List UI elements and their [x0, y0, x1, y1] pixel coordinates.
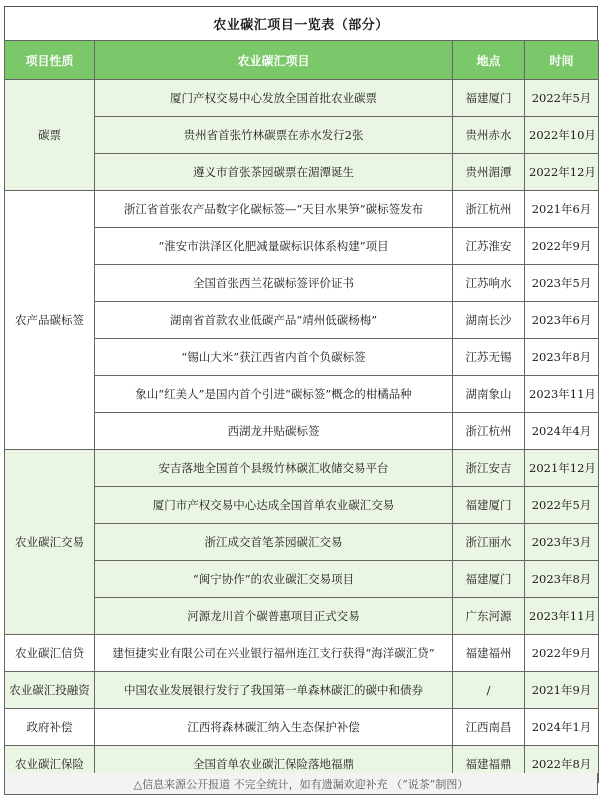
place-cell: 福建厦门	[453, 80, 525, 117]
project-cell: 建恒捷实业有限公司在兴业银行福州连江支行获得“海洋碳汇贷”	[95, 635, 453, 672]
place-cell: 浙江杭州	[453, 413, 525, 450]
place-cell: 浙江安吉	[453, 450, 525, 487]
table-row	[5, 228, 599, 265]
source-note: △信息来源公开报道 不完全统计，如有遗漏欢迎补充 （“说茶”制图）	[4, 773, 598, 795]
table-row	[5, 598, 599, 635]
table-row	[5, 487, 599, 524]
project-cell: 浙江省首张农产品数字化碳标签—“天目水果笋”碳标签发布	[95, 191, 453, 228]
time-cell: 2022年5月	[525, 487, 599, 524]
project-cell: 遵义市首张茶园碳票在湄潭诞生	[95, 154, 453, 191]
table-title: 农业碳汇项目一览表（部分）	[4, 6, 598, 40]
table-row	[5, 524, 599, 561]
time-cell: 2022年9月	[525, 635, 599, 672]
time-cell: 2023年6月	[525, 302, 599, 339]
time-cell: 2023年8月	[525, 561, 599, 598]
place-cell: 福建福州	[453, 635, 525, 672]
project-cell: 西湖龙井贴碳标签	[95, 413, 453, 450]
table-body	[5, 80, 599, 783]
table-row	[5, 561, 599, 598]
place-cell: 贵州赤水	[453, 117, 525, 154]
time-cell: 2024年4月	[525, 413, 599, 450]
time-cell: 2024年1月	[525, 709, 599, 746]
project-cell: 江西将森林碳汇纳入生态保护补偿	[95, 709, 453, 746]
category-cell: 农产品碳标签	[5, 191, 95, 450]
header-project: 农业碳汇项目	[95, 41, 453, 80]
project-cell: 全国首单农业碳汇保险落地福鼎	[95, 746, 453, 783]
project-cell: 贵州省首张竹林碳票在赤水发行2张	[95, 117, 453, 154]
table-row	[5, 339, 599, 376]
place-cell: 江西南昌	[453, 709, 525, 746]
time-cell: 2023年3月	[525, 524, 599, 561]
project-cell: 中国农业发展银行发行了我国第一单森林碳汇的碳中和债券	[95, 672, 453, 709]
category-cell: 农业碳汇交易	[5, 450, 95, 635]
place-cell: /	[453, 672, 525, 709]
time-cell: 2023年8月	[525, 339, 599, 376]
time-cell: 2021年6月	[525, 191, 599, 228]
header-row	[5, 41, 599, 80]
place-cell: 江苏响水	[453, 265, 525, 302]
table-row	[5, 191, 599, 228]
place-cell: 福建福鼎	[453, 746, 525, 783]
table-row	[5, 80, 599, 117]
category-cell: 农业碳汇投融资	[5, 672, 95, 709]
project-cell: 厦门产权交易中心发放全国首批农业碳票	[95, 80, 453, 117]
place-cell: 广东河源	[453, 598, 525, 635]
time-cell: 2022年9月	[525, 228, 599, 265]
time-cell: 2023年5月	[525, 265, 599, 302]
table-row	[5, 376, 599, 413]
project-cell: “淮安市洪泽区化肥减量碳标识体系构建”项目	[95, 228, 453, 265]
place-cell: 浙江丽水	[453, 524, 525, 561]
table-row	[5, 709, 599, 746]
project-cell: 河源龙川首个碳普惠项目正式交易	[95, 598, 453, 635]
table-row	[5, 413, 599, 450]
place-cell: 浙江杭州	[453, 191, 525, 228]
project-cell: 全国首张西兰花碳标签评价证书	[95, 265, 453, 302]
category-cell: 政府补偿	[5, 709, 95, 746]
time-cell: 2022年5月	[525, 80, 599, 117]
category-cell: 农业碳汇保险	[5, 746, 95, 783]
place-cell: 福建厦门	[453, 487, 525, 524]
place-cell: 贵州湄潭	[453, 154, 525, 191]
header-time: 时间	[525, 41, 599, 80]
table-row	[5, 117, 599, 154]
category-cell: 碳票	[5, 80, 95, 191]
header-category: 项目性质	[5, 41, 95, 80]
place-cell: 江苏淮安	[453, 228, 525, 265]
project-cell: 厦门市产权交易中心达成全国首单农业碳汇交易	[95, 487, 453, 524]
project-cell: 浙江成交首笔茶园碳汇交易	[95, 524, 453, 561]
time-cell: 2021年9月	[525, 672, 599, 709]
category-cell: 农业碳汇信贷	[5, 635, 95, 672]
table-row	[5, 154, 599, 191]
project-cell: 安吉落地全国首个县级竹林碳汇收储交易平台	[95, 450, 453, 487]
project-table	[4, 40, 599, 783]
table-row	[5, 450, 599, 487]
time-cell: 2022年8月	[525, 746, 599, 783]
table-row	[5, 265, 599, 302]
table-row	[5, 672, 599, 709]
place-cell: 湖南长沙	[453, 302, 525, 339]
time-cell: 2021年12月	[525, 450, 599, 487]
place-cell: 湖南象山	[453, 376, 525, 413]
project-cell: 湖南省首款农业低碳产品“靖州低碳杨梅”	[95, 302, 453, 339]
table-row	[5, 635, 599, 672]
project-cell: “闽宁协作”的农业碳汇交易项目	[95, 561, 453, 598]
project-cell: 象山“红美人”是国内首个引进“碳标签”概念的柑橘品种	[95, 376, 453, 413]
place-cell: 福建厦门	[453, 561, 525, 598]
time-cell: 2022年12月	[525, 154, 599, 191]
time-cell: 2022年10月	[525, 117, 599, 154]
table-row	[5, 302, 599, 339]
place-cell: 江苏无锡	[453, 339, 525, 376]
project-cell: “锡山大米”获江西省内首个负碳标签	[95, 339, 453, 376]
header-place: 地点	[453, 41, 525, 80]
time-cell: 2023年11月	[525, 376, 599, 413]
time-cell: 2023年11月	[525, 598, 599, 635]
